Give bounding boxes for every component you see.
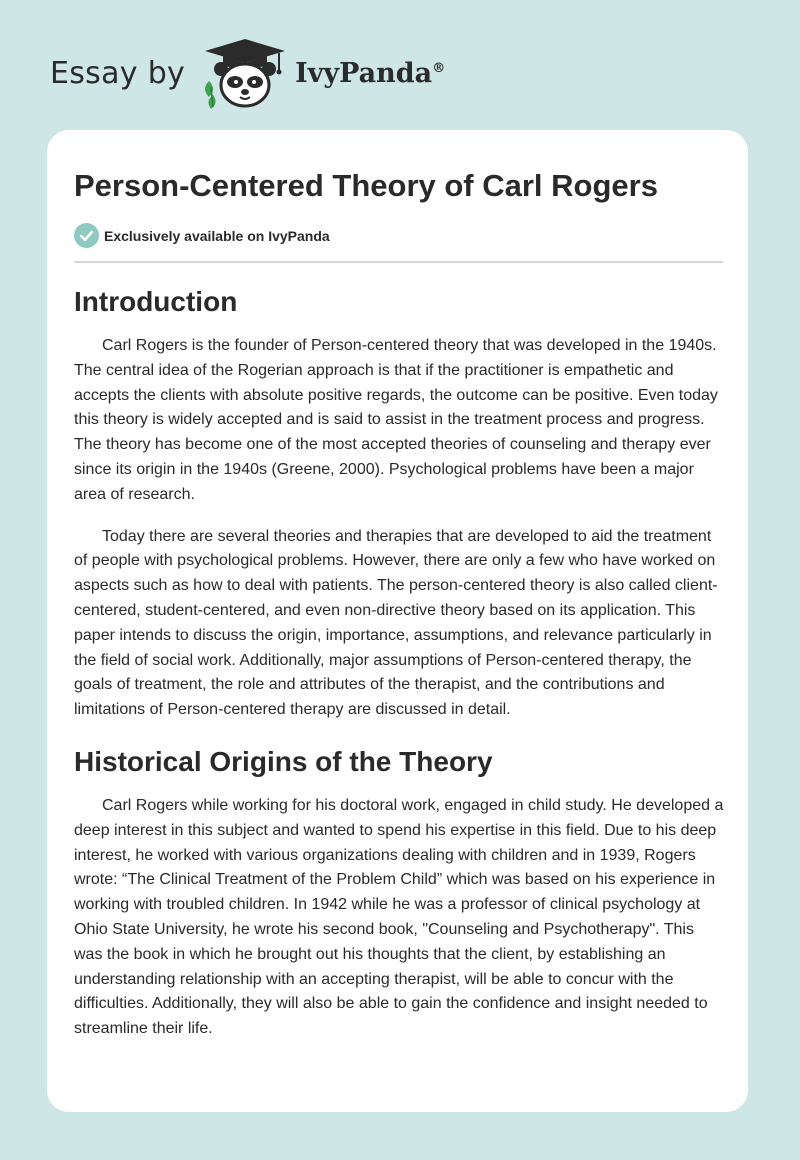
availability-text: Exclusively available on IvyPanda [104,227,330,244]
page-title: Person-Centered Theory of Carl Rogers [74,168,658,203]
brand-name [295,58,445,89]
brand-name-text: IvyPanda [295,57,433,89]
article-body [74,280,726,1059]
registered-mark: ® [432,60,446,76]
panda-logo-icon [199,37,291,109]
section-heading: Historical Origins of the Theory [74,745,493,777]
title-divider [74,261,723,263]
availability-badge [74,223,330,248]
section-historical-origins [74,740,726,1042]
section-introduction [74,280,726,723]
paragraph: Carl Rogers is the founder of Person-centered theory that was developed in the 1940s. The central idea of the Rogerian approach is that if the practitioner is empathetic and accepts the clients with absolute positive regards, the outcome can be positive. Even today this theory is widely accepted and is said to assist in the treatment process and progress. The theory has become one of the most accepted theories of counseling and therapy ever since its origin in the 1940s (Greene, 2000). Psychological problems have been a major area of research. [74,337,718,503]
paragraph: Carl Rogers while working for his doctoral work, engaged in child study. He developed a deep interest in this subject and wanted to spend his expertise in this field. Due to his deep interest, he worked with various organizations dealing with children and in 1939, Rogers wrote: “The Clinical Treatment of the Problem Child” which was based on his experience in working with troubled children. In 1942 while he was a professor of clinical psychology at Ohio State University, he wrote his second book, "Counseling and Psychotherapy". This was the book in which he brought out his thoughts that the client, by establishing an understanding relationship with an accepting therapist, will be able to concur with the difficulties. Additionally, they will also be able to gain the confidence and insight needed to streamline their life. [74,796,724,1038]
essay-by-label: Essay by [50,55,186,91]
paragraph: Today there are several theories and therapies that are developed to aid the treatment of people with psychological problems. However, there are only a few who have worked on aspects such as how to deal with patients. The person-centered theory is also called client-centered, student-centered, and even non-directive theory based on its application. This paper intends to discuss the origin, importance, assumptions, and relevance particularly in the field of social work. Additionally, major assumptions of Person-centered therapy, the goals of treatment, the role and attributes of the therapist, and the contributions and limitations of Person-centered therapy are discussed in detail. [74,527,718,719]
brand-header [50,38,445,108]
section-heading: Introduction [74,286,238,317]
essay-card [47,130,748,1112]
check-circle-icon [74,223,99,248]
